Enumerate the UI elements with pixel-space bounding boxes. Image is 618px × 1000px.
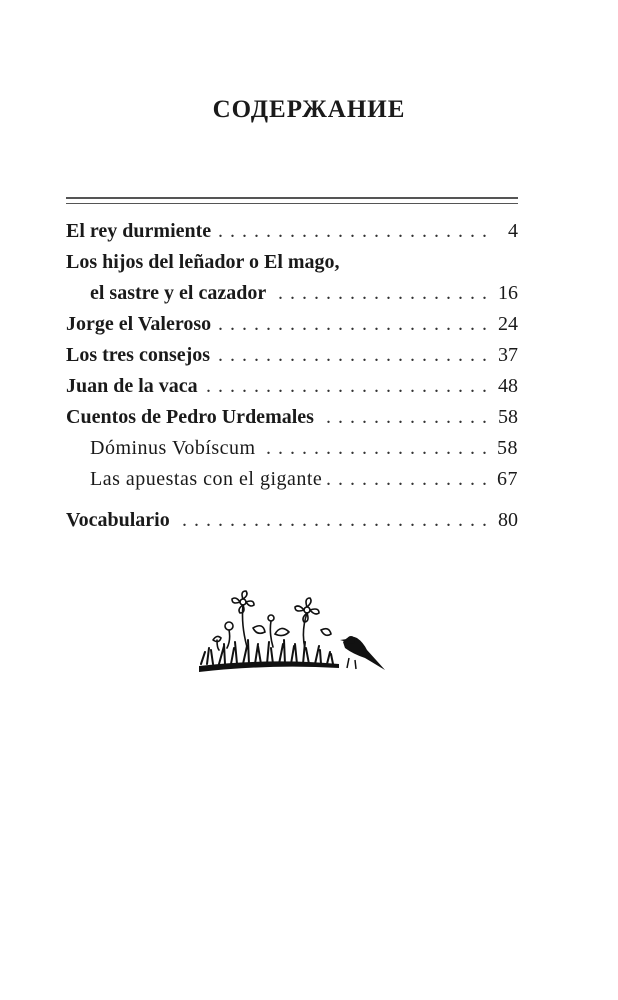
toc-entry-title: Dóminus Vobíscum bbox=[90, 437, 256, 459]
toc-entry-title: Vocabulario bbox=[66, 509, 170, 531]
toc-entry-title: Cuentos de Pedro Urdemales bbox=[66, 406, 314, 428]
toc-entry[interactable] bbox=[66, 340, 518, 371]
toc-entry[interactable] bbox=[66, 309, 518, 340]
dot-leader bbox=[270, 278, 488, 309]
toc-entry[interactable] bbox=[66, 247, 518, 278]
divider-rule-thin bbox=[66, 203, 518, 204]
toc-page-number: 16 bbox=[498, 282, 518, 304]
toc-entry-title: Los hijos del leñador o El mago, bbox=[66, 251, 340, 273]
toc-entry-title: Los tres consejos bbox=[66, 344, 211, 366]
table-of-contents bbox=[66, 216, 518, 536]
toc-page-number: 24 bbox=[498, 313, 518, 335]
dot-leader bbox=[174, 505, 488, 536]
toc-page-number: 48 bbox=[498, 375, 518, 397]
toc-page-number: 80 bbox=[498, 509, 518, 531]
dot-leader bbox=[318, 402, 488, 433]
dot-leader bbox=[215, 309, 488, 340]
toc-page-number: 67 bbox=[497, 468, 518, 490]
page-title: СОДЕРЖАНИЕ bbox=[212, 96, 406, 123]
dot-leader bbox=[260, 433, 488, 464]
toc-page-number: 58 bbox=[497, 437, 518, 459]
toc-page-number: 58 bbox=[498, 406, 518, 428]
dot-leader bbox=[326, 464, 488, 495]
toc-page-number: 37 bbox=[498, 344, 518, 366]
toc-subentry[interactable] bbox=[66, 464, 518, 495]
toc-entry-title: el sastre y el cazador bbox=[90, 282, 267, 304]
divider-rule bbox=[66, 197, 518, 199]
toc-entry-title: El rey durmiente bbox=[66, 220, 212, 242]
toc-entry-title: Jorge el Valeroso bbox=[66, 313, 212, 335]
dot-leader bbox=[202, 371, 488, 402]
toc-entry-continuation[interactable] bbox=[66, 278, 518, 309]
toc-entry-title: Juan de la vaca bbox=[66, 375, 198, 397]
toc-entry-title: Las apuestas con el gigante bbox=[90, 468, 323, 490]
toc-entry[interactable] bbox=[66, 216, 518, 247]
toc-page-number: 4 bbox=[508, 220, 518, 242]
toc-entry[interactable] bbox=[66, 505, 518, 536]
flowers-bird-ornament-icon bbox=[193, 588, 393, 678]
dot-leader bbox=[214, 340, 488, 371]
dot-leader bbox=[215, 216, 488, 247]
toc-subentry[interactable] bbox=[66, 433, 518, 464]
toc-entry[interactable] bbox=[66, 402, 518, 433]
toc-entry[interactable] bbox=[66, 371, 518, 402]
